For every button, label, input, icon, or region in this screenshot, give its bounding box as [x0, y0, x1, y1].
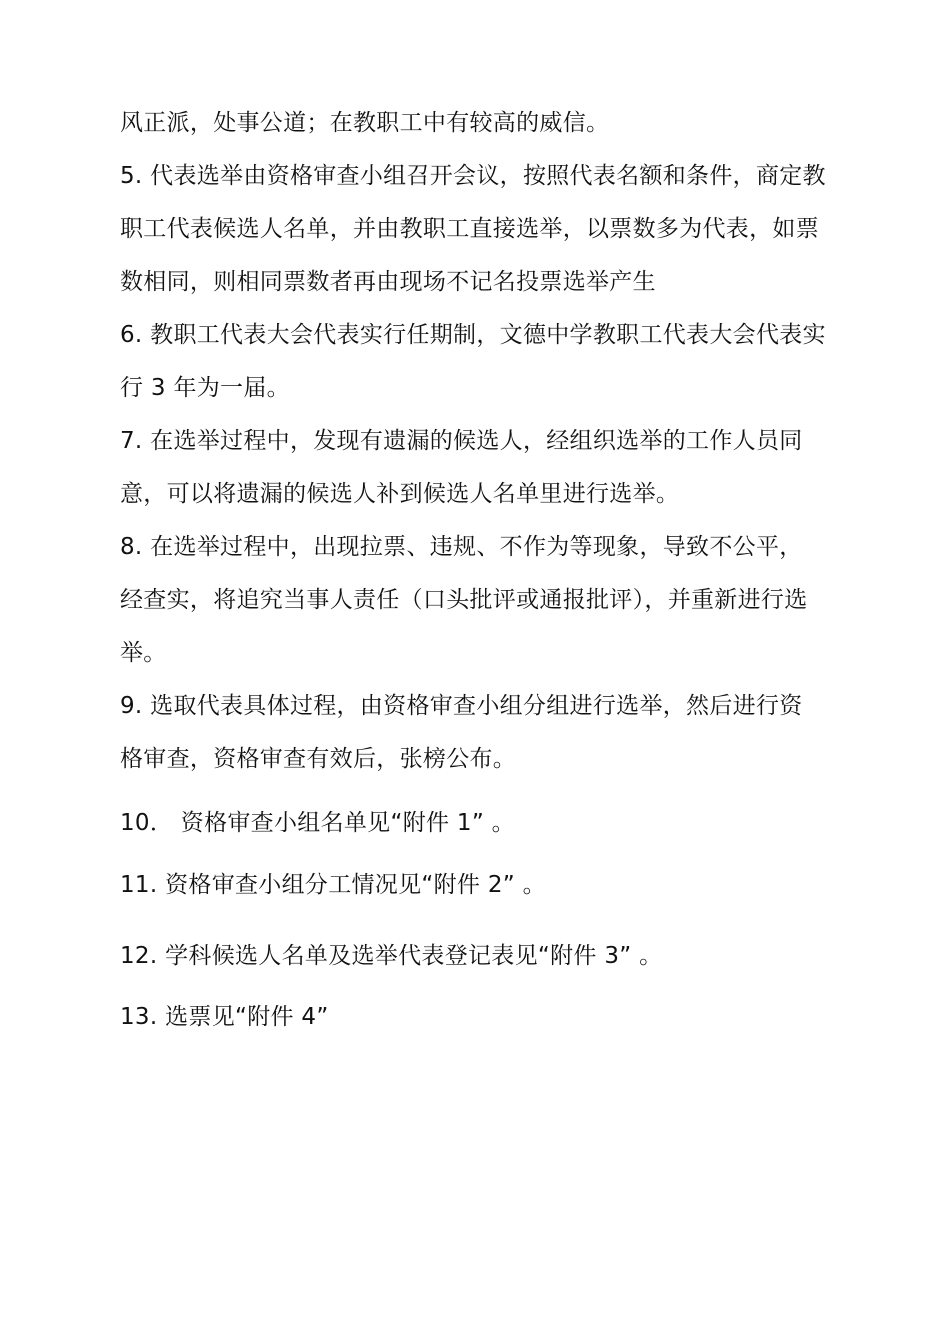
text-line: 职工代表候选人名单，并由教职工直接选举，以票数多为代表，如票: [120, 216, 819, 242]
text-line: 11. 资格审查小组分工情况见“附件 2” 。: [120, 872, 546, 898]
text-line: 6. 教职工代表大会代表实行任期制，文德中学教职工代表大会代表实: [120, 322, 826, 348]
text-line: 8. 在选举过程中，出现拉票、违规、不作为等现象，导致不公平，: [120, 534, 803, 560]
text-line: 格审查，资格审查有效后，张榜公布。: [120, 746, 517, 772]
text-line: 行 3 年为一届。: [120, 375, 290, 401]
text-line: 风正派，处事公道；在教职工中有较高的威信。: [120, 110, 610, 136]
text-line: 10． 资格审查小组名单见“附件 1” 。: [120, 810, 515, 836]
text-line: 5. 代表选举由资格审查小组召开会议，按照代表名额和条件，商定教: [120, 163, 826, 189]
text-line: 数相同，则相同票数者再由现场不记名投票选举产生: [120, 269, 656, 295]
text-line: 13. 选票见“附件 4”: [120, 1004, 329, 1030]
text-line: 9. 选取代表具体过程，由资格审查小组分组进行选举，然后进行资: [120, 693, 803, 719]
text-line: 12. 学科候选人名单及选举代表登记表见“附件 3” 。: [120, 943, 663, 969]
text-line: 7. 在选举过程中，发现有遗漏的候选人，经组织选举的工作人员同: [120, 428, 803, 454]
text-line: 意，可以将遗漏的候选人补到候选人名单里进行选举。: [120, 481, 680, 507]
text-line: 经查实，将追究当事人责任（口头批评或通报批评），并重新进行选: [120, 587, 808, 613]
text-line: 举。: [120, 640, 167, 666]
